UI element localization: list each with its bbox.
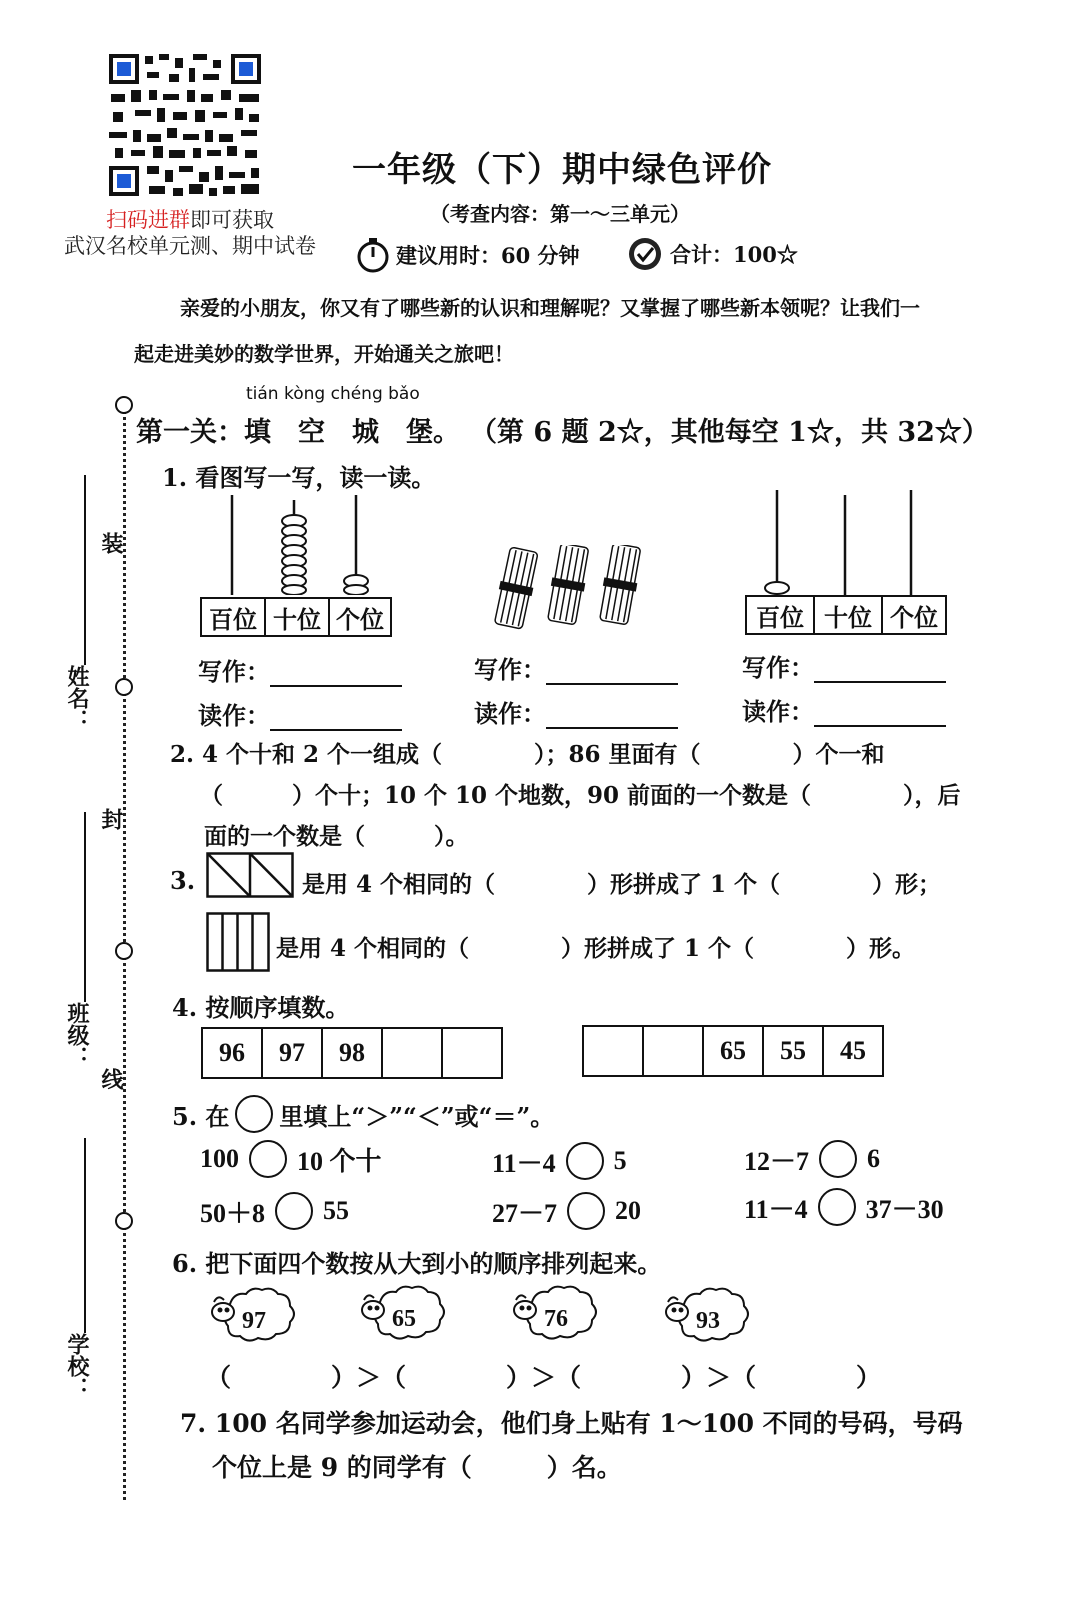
sheep-card [358,1284,448,1344]
write-blank-3[interactable] [814,659,946,683]
read-row-1 [198,696,402,731]
total-label: 合计：100☆ [670,242,798,267]
read-label: 读作： [474,699,546,728]
compare-left: 11－4 [744,1194,808,1224]
qr-code-image[interactable] [105,50,265,200]
circle-icon [235,1095,273,1133]
compare-item [492,1192,641,1230]
compare-circle[interactable] [819,1140,857,1178]
compare-left: 50＋8 [200,1198,266,1228]
compare-item [200,1192,349,1230]
compare-right: 10 个十 [297,1146,382,1176]
q5-prompt-a: 5. 在 [172,1101,230,1131]
intro-line1: 亲爱的小朋友，你又有了哪些新的认识和理解呢？又掌握了哪些新本领呢？让我们一 [180,296,920,320]
label-ones: 个位 [336,604,384,634]
total-info [626,235,798,273]
read-blank-3[interactable] [814,703,946,727]
label-hundreds: 百位 [202,599,266,635]
q2-line2: （ ）个十；10 个 10 个地数，90 前面的一个数是（ ），后 [200,782,961,809]
binding-mark-xian: 线 [98,1068,124,1090]
read-label: 读作： [742,697,814,726]
binding-ring [115,942,133,960]
label-hundreds: 百位 [747,597,815,633]
compare-circle[interactable] [249,1140,287,1178]
q3-number: 3. [170,866,196,895]
q6-prompt: 6. 把下面四个数按从大到小的顺序排列起来。 [172,1249,662,1278]
q3-line2: 是用 4 个相同的（ ）形拼成了 1 个（ ）形。 [276,935,916,962]
label-tens: 十位 [815,597,883,633]
binding-mark-zhuang: 装 [98,532,124,554]
read-blank-1[interactable] [270,707,402,731]
rectangles-figure [206,912,270,972]
label-tens: 十位 [266,599,330,635]
binding-mark-feng: 封 [98,808,124,830]
badge-check-icon [626,235,664,273]
write-blank-1[interactable] [270,663,402,687]
sheep-card [662,1286,752,1346]
promo-line2: 武汉名校单元测、期中试卷 [64,234,316,258]
write-row-3 [742,648,946,683]
write-blank-2[interactable] [546,661,678,685]
read-row-3 [742,692,946,727]
seq-cell: 97 [263,1029,323,1077]
compare-item [744,1188,944,1226]
place-value-table-1 [200,597,392,637]
write-row-2 [474,650,678,685]
label-ones: 个位 [890,602,938,632]
stick-bundles-image [490,545,650,630]
section-scoring: （第 6 题 2☆，其他每空 1☆，共 32☆） [470,417,989,448]
section-title: 第一关：填 空 城 堡。 [136,417,460,448]
time-label: 建议用时：60 分钟 [396,243,580,268]
seq-blank-cell[interactable] [644,1027,704,1075]
write-label: 写作： [474,655,546,684]
q5-prompt [172,1095,554,1133]
seq-blank-cell[interactable] [383,1029,443,1077]
sheep-number: 93 [696,1308,720,1334]
binding-ring [115,678,133,696]
q5-prompt-b: 里填上“＞”“＜”或“＝”。 [279,1101,555,1131]
q7-line2: 个位上是 9 的同学有（ ）名。 [212,1453,622,1482]
read-row-2 [474,694,678,729]
compare-circle[interactable] [566,1142,604,1180]
promo-rest: 即可获取 [190,208,274,232]
intro-line2: 起走进美妙的数学世界，开始通关之旅吧！ [134,342,514,366]
page-title: 一年级（下）期中绿色评价 [352,150,772,190]
name-label: 姓名： [64,665,90,731]
q6-answer-line[interactable]: （ ）＞（ ）＞（ ）＞（ ） [206,1363,882,1392]
abacus-rods-2 [745,490,945,595]
exam-scope: （考查内容：第一～三单元） [430,202,690,226]
time-info [356,237,580,273]
compare-circle[interactable] [567,1192,605,1230]
compare-left: 100 [200,1144,239,1173]
compare-left: 27－7 [492,1198,558,1228]
compare-item [200,1140,382,1178]
stopwatch-icon [356,237,390,273]
seq-cell: 98 [323,1029,383,1077]
read-blank-2[interactable] [546,705,678,729]
school-field-line[interactable] [84,1138,86,1333]
seq-cell: 55 [764,1027,824,1075]
school-label: 学校： [64,1333,90,1399]
sheep-card [208,1286,298,1346]
compare-right: 20 [615,1196,642,1225]
sheep-number: 97 [242,1308,266,1334]
section-pinyin: tián kòng chéng bǎo [246,384,420,404]
write-label: 写作： [742,653,814,682]
seq-blank-cell[interactable] [584,1027,644,1075]
q2-line1: 2. 4 个十和 2 个一组成（ ）；86 里面有（ ）个一和 [170,741,885,768]
sequence-boxes-a [201,1027,503,1079]
compare-right: 37－30 [865,1194,944,1224]
read-label: 读作： [198,701,270,730]
compare-item [744,1140,880,1178]
name-field-line[interactable] [84,475,86,665]
compare-right: 6 [867,1144,881,1173]
q1-prompt: 1. 看图写一写，读一读。 [162,463,436,492]
compare-item [492,1142,627,1180]
binding-ring [115,396,133,414]
binding-ring [115,1212,133,1230]
q7-line1: 7. 100 名同学参加运动会，他们身上贴有 1～100 不同的号码，号码 [180,1409,963,1438]
sheep-number: 76 [544,1306,568,1332]
compare-right: 55 [323,1196,350,1225]
q3-line1: 是用 4 个相同的（ ）形拼成了 1 个（ ）形； [302,871,942,898]
class-field-line[interactable] [84,812,86,1002]
sheep-card [510,1284,600,1344]
seq-cell: 45 [840,1036,866,1065]
compare-right: 5 [613,1146,627,1175]
triangles-figure [206,852,294,898]
write-label: 写作： [198,657,270,686]
compare-left: 12－7 [744,1146,810,1176]
compare-circle[interactable] [818,1188,856,1226]
qr-promo-text [40,207,340,259]
compare-circle[interactable] [275,1192,313,1230]
sequence-boxes-b [582,1025,884,1077]
abacus-rods-1 [200,495,395,595]
sheep-number: 65 [392,1306,416,1332]
seq-cell: 65 [704,1027,764,1075]
q4-prompt: 4. 按顺序填数。 [172,993,350,1022]
class-label: 班级： [64,1002,90,1068]
write-row-1 [198,652,402,687]
q2-line3: 面的一个数是（ ）。 [204,823,469,850]
compare-left: 11－4 [492,1148,556,1178]
place-value-table-2 [745,595,947,635]
promo-highlight: 扫码进群 [106,208,190,232]
seq-blank-cell[interactable] [443,1029,501,1077]
seq-cell: 96 [203,1029,263,1077]
